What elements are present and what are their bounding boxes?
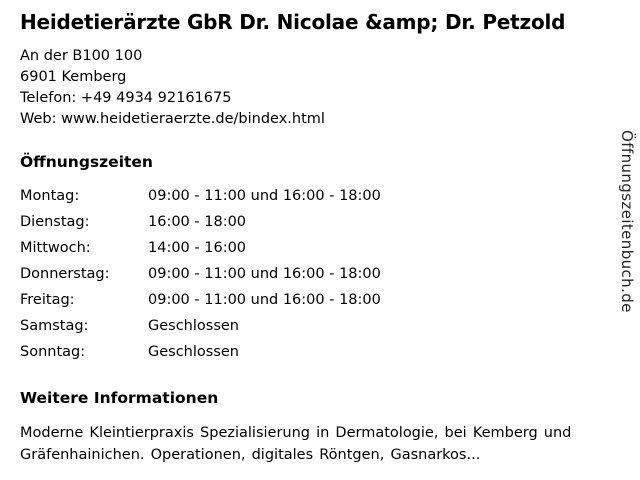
hours-day-label: Dienstag:: [20, 214, 90, 230]
address-street: An der B100 100: [20, 48, 143, 64]
hours-day-label: Mittwoch:: [20, 240, 91, 256]
business-card: [20, 8, 600, 466]
hours-day-value: 09:00 - 11:00 und 16:00 - 18:00: [148, 188, 381, 204]
hours-day-label: Sonntag:: [20, 344, 86, 360]
opening-hours-table: [20, 186, 381, 368]
watermark-label: Öffnungszeitenbuch.de: [618, 130, 636, 313]
hours-day-label: Freitag:: [20, 292, 75, 308]
more-information-heading: Weitere Informationen: [20, 389, 219, 407]
table-row: [20, 212, 381, 238]
opening-hours-heading: Öffnungszeiten: [20, 153, 153, 171]
table-row: [20, 290, 381, 316]
table-row: [20, 342, 381, 368]
hours-day-value: Geschlossen: [148, 318, 239, 334]
phone-line: Telefon: +49 4934 92161675: [20, 90, 232, 106]
hours-day-value: 16:00 - 18:00: [148, 214, 247, 230]
hours-day-value: 14:00 - 16:00: [148, 240, 247, 256]
hours-day-label: Samstag:: [20, 318, 89, 334]
hours-day-value: 09:00 - 11:00 und 16:00 - 18:00: [148, 266, 381, 282]
table-row: [20, 316, 381, 342]
address-city: 6901 Kemberg: [20, 69, 127, 85]
page-title: Heidetierärzte GbR Dr. Nicolae &amp; Dr. Petzold: [20, 10, 566, 34]
hours-day-label: Montag:: [20, 188, 80, 204]
website-line: Web: www.heidetieraerzte.de/bindex.html: [20, 111, 325, 127]
hours-day-value: Geschlossen: [148, 344, 239, 360]
more-information-text: Moderne Kleintierpraxis Spezialisierung in Dermatologie, bei Kemberg und Gräfenhainichen. Operationen, digitales Röntgen, Gasnarkos...: [20, 425, 572, 463]
table-row: [20, 238, 381, 264]
hours-day-value: 09:00 - 11:00 und 16:00 - 18:00: [148, 292, 381, 308]
table-row: [20, 186, 381, 212]
hours-day-label: Donnerstag:: [20, 266, 110, 282]
table-row: [20, 264, 381, 290]
